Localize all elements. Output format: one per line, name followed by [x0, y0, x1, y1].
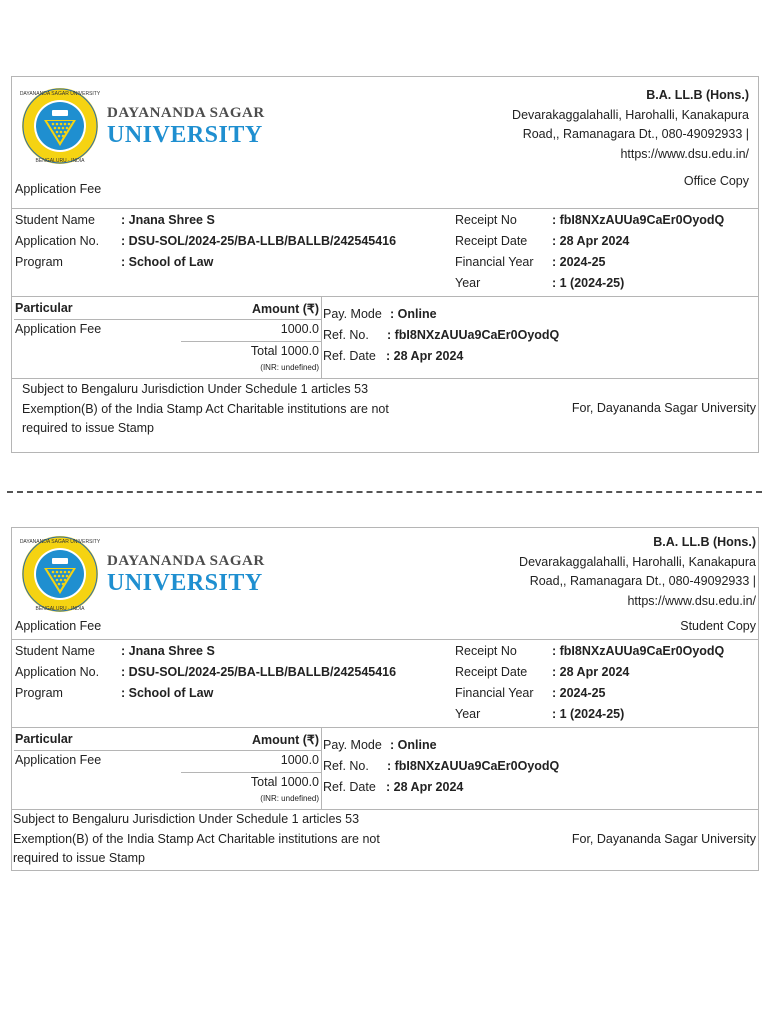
ref-no-label: Ref. No. [323, 328, 369, 342]
receipt-date-label: Receipt Date [455, 665, 528, 679]
table-divider [14, 750, 321, 751]
svg-text:BENGALURU · INDIA: BENGALURU · INDIA [35, 158, 85, 164]
ref-no-row [323, 756, 560, 777]
amount-header: Amount (₹) [252, 733, 319, 747]
student-copy-receipt [11, 527, 759, 871]
receipt-header [12, 77, 758, 209]
student-name-label: Student Name [15, 644, 95, 658]
financial-year-value: : 2024-25 [552, 255, 606, 269]
university-wordmark [107, 105, 265, 147]
program-label: Program [15, 255, 63, 269]
info-row [12, 252, 758, 273]
pay-mode-label: Pay. Mode [323, 307, 382, 321]
jurisdiction-line3: required to issue Stamp [22, 421, 155, 435]
university-address [519, 533, 756, 611]
financial-year-value: : 2024-25 [552, 686, 606, 700]
ref-date-row [323, 346, 464, 367]
university-logo [22, 537, 282, 613]
program-label: Program [15, 686, 63, 700]
application-no-label: Application No. [15, 665, 100, 679]
receipt-header [12, 528, 758, 640]
jurisdiction-line1: Subject to Bengaluru Jurisdiction Under Schedule 1 articles 53 [22, 382, 369, 396]
jurisdiction-line1: Subject to Bengaluru Jurisdiction Under Schedule 1 articles 53 [13, 812, 360, 826]
copy-type-label: Student Copy [680, 619, 756, 633]
student-info-section [12, 209, 758, 297]
pay-mode-value: : Online [390, 738, 437, 752]
inr-note: (INR: undefined) [260, 794, 319, 803]
financial-year-label: Financial Year [455, 255, 534, 269]
receipt-footer [12, 379, 758, 453]
jurisdiction-line3: required to issue Stamp [13, 851, 146, 865]
inr-note: (INR: undefined) [260, 363, 319, 372]
fee-item-amount: 1000.0 [280, 322, 319, 336]
course-name: B.A. LL.B (Hons.) [653, 535, 756, 549]
fee-table [12, 728, 322, 809]
info-row [12, 662, 758, 683]
particular-header: Particular [15, 732, 73, 746]
university-name-line1: DAYANANDA SAGAR [107, 553, 265, 569]
ref-no-value: : fbI8NXzAUUa9CaEr0OyodQ [387, 759, 560, 773]
program-value: : School of Law [121, 255, 214, 269]
signatory-text: For, Dayananda Sagar University [571, 401, 756, 415]
copy-type-label: Office Copy [683, 174, 749, 188]
svg-text:DAYANANDA SAGAR UNIVERSITY: DAYANANDA SAGAR UNIVERSITY [20, 91, 100, 97]
ref-date-label: Ref. Date [323, 349, 376, 363]
payment-mode-row [323, 304, 437, 325]
payment-section [12, 728, 758, 810]
payment-mode-row [323, 735, 437, 756]
university-address [512, 86, 749, 164]
jurisdiction-line2: Exemption(B) of the India Stamp Act Charitable institutions are not [22, 401, 389, 416]
year-label: Year [455, 707, 481, 721]
table-divider [14, 319, 321, 320]
fee-table [12, 297, 322, 378]
info-row [12, 231, 758, 252]
ref-no-label: Ref. No. [323, 759, 369, 773]
year-value: : 1 (2024-25) [552, 707, 625, 721]
fee-item-name: Application Fee [15, 753, 102, 767]
website-link[interactable]: https://www.dsu.edu.in/ [620, 146, 749, 161]
receipt-footer [12, 810, 758, 871]
address-line1: Devarakaggalahalli, Harohalli, Kanakapura [519, 554, 756, 569]
course-name: B.A. LL.B (Hons.) [646, 88, 749, 102]
university-seal-icon [20, 534, 100, 614]
student-info-section [12, 640, 758, 728]
fee-total: Total 1000.0 [250, 775, 319, 789]
jurisdiction-note [13, 810, 433, 869]
signatory-text: For, Dayananda Sagar University [571, 832, 756, 846]
application-no-label: Application No. [15, 234, 100, 248]
application-no-value: : DSU-SOL/2024-25/BA-LLB/BALLB/242545416 [121, 665, 397, 679]
university-wordmark [107, 553, 265, 595]
financial-year-label: Financial Year [455, 686, 534, 700]
ref-date-value: : 28 Apr 2024 [386, 780, 464, 794]
payment-section [12, 297, 758, 379]
student-name-value: : Jnana Shree S [121, 644, 215, 658]
svg-text:DAYANANDA SAGAR UNIVERSITY: DAYANANDA SAGAR UNIVERSITY [20, 539, 100, 545]
student-name-value: : Jnana Shree S [121, 213, 215, 227]
address-line1: Devarakaggalahalli, Harohalli, Kanakapura [512, 107, 749, 122]
application-no-value: : DSU-SOL/2024-25/BA-LLB/BALLB/242545416 [121, 234, 397, 248]
year-value: : 1 (2024-25) [552, 276, 625, 290]
receipt-date-value: : 28 Apr 2024 [552, 665, 630, 679]
cut-line-divider [7, 491, 762, 493]
receipt-no-value: : fbI8NXzAUUa9CaEr0OyodQ [552, 644, 725, 658]
fee-item-amount: 1000.0 [280, 753, 319, 767]
receipt-no-label: Receipt No [455, 644, 517, 658]
program-value: : School of Law [121, 686, 214, 700]
address-line2: Road,, Ramanagara Dt., 080-49092933 | [529, 574, 756, 588]
receipt-no-value: : fbI8NXzAUUa9CaEr0OyodQ [552, 213, 725, 227]
info-row [12, 273, 758, 294]
info-row [12, 704, 758, 725]
ref-date-row [323, 777, 464, 798]
info-row [12, 683, 758, 704]
ref-no-row [323, 325, 560, 346]
university-name-line2: UNIVERSITY [107, 570, 263, 596]
ref-date-label: Ref. Date [323, 780, 376, 794]
office-copy-receipt [11, 76, 759, 453]
ref-no-value: : fbI8NXzAUUa9CaEr0OyodQ [387, 328, 560, 342]
university-name-line2: UNIVERSITY [107, 122, 263, 148]
particular-header: Particular [15, 301, 73, 315]
info-row [12, 641, 758, 662]
receipt-no-label: Receipt No [455, 213, 517, 227]
svg-text:BENGALURU · INDIA: BENGALURU · INDIA [35, 606, 85, 612]
receipt-title: Application Fee [15, 619, 102, 633]
fee-total: Total 1000.0 [250, 344, 319, 358]
receipt-title: Application Fee [15, 182, 102, 196]
total-divider [181, 772, 321, 773]
jurisdiction-line2: Exemption(B) of the India Stamp Act Charitable institutions are not [13, 831, 380, 846]
student-name-label: Student Name [15, 213, 95, 227]
ref-date-value: : 28 Apr 2024 [386, 349, 464, 363]
university-name-line1: DAYANANDA SAGAR [107, 105, 265, 121]
pay-mode-value: : Online [390, 307, 437, 321]
year-label: Year [455, 276, 481, 290]
receipt-date-label: Receipt Date [455, 234, 528, 248]
amount-header: Amount (₹) [252, 302, 319, 316]
pay-mode-label: Pay. Mode [323, 738, 382, 752]
website-link[interactable]: https://www.dsu.edu.in/ [627, 593, 756, 608]
address-line2: Road,, Ramanagara Dt., 080-49092933 | [522, 127, 749, 141]
total-divider [181, 341, 321, 342]
university-logo [22, 89, 282, 165]
info-row [12, 210, 758, 231]
receipt-date-value: : 28 Apr 2024 [552, 234, 630, 248]
university-seal-icon [20, 86, 100, 166]
jurisdiction-note [22, 380, 442, 439]
fee-item-name: Application Fee [15, 322, 102, 336]
